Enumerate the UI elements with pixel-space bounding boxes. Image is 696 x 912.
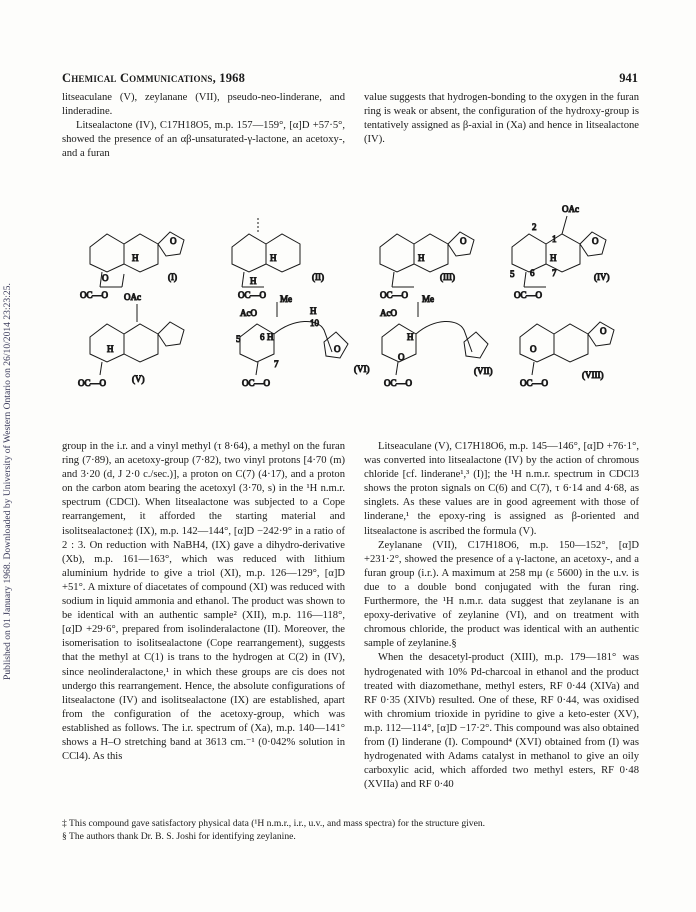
atom-me: Me: [422, 294, 434, 304]
atom-h: H: [418, 253, 425, 263]
paragraph: Litseaculane (V), C17H18O6, m.p. 145—146°, [α]D +76·1°, was converted into litsealactone (IV) by the action of chromous chloride [cf. linderane¹,³ (I)]; the ¹H n.m.r. spectrum in CDCl3 shows the proton signals on C(6) and C(7), τ 6·14 and 4·68, as singlets. As these values are in good agreement with those of linderane,¹ the epoxy-ring is assigned as β-oriented and litsealactone is ascribed the formula (V).: [364, 441, 639, 537]
atom-oac: OAc: [124, 292, 141, 302]
structure-diagram: [62, 192, 642, 392]
structure-label-vi: (VI): [354, 364, 370, 374]
atom-number: 7: [274, 359, 279, 369]
atom-o: O: [600, 326, 607, 336]
paragraph: When the desacetyl-product (XIII), m.p. 179—181° was hydrogenated with 10% Pd-charcoal in ethanol and the product treated with diazomethane, methyl esters, RF 0·44 (XIVa) and RF 0·35 (XIVb) resulted. One of these, RF 0·44, was oxidised with chromium trioxide in pyridine to give a keto-ester (XV), m.p. 112—114°, [α]D −17·2°. This compound was also obtained from (I) linderane (I). Compound⁴ (XVI) obtained from (I) was hydrogenated with Adams catalyst in methanol to give an oily carboxylic acid, which afforded two methyl esters, RF 0·48 (XVIIa) and RF 0·40: [364, 652, 639, 791]
atom-lactone: OC—O: [78, 378, 107, 388]
atom-lactone: OC—O: [242, 378, 271, 388]
atom-o: O: [170, 236, 177, 246]
atom-number: 2: [532, 222, 537, 232]
atom-h: H: [310, 306, 317, 316]
structure-iii: [380, 232, 474, 300]
structure-iv: [510, 204, 610, 300]
atom-aco: AcO: [380, 308, 397, 318]
atom-h: H: [250, 276, 257, 286]
atom-aco: AcO: [240, 308, 257, 318]
atom-lactone: OC—O: [384, 378, 413, 388]
footnotes: [62, 818, 642, 843]
structure-v: [78, 292, 184, 388]
top-right-column: [364, 91, 639, 147]
structure-ii: [232, 216, 324, 300]
structure-label-iii: (III): [440, 272, 455, 282]
atom-number: 5: [510, 269, 515, 279]
atom-lactone: OC—O: [380, 290, 409, 300]
atom-h: H: [267, 332, 274, 342]
paragraph: Zeylanane (VII), C17H18O6, m.p. 150—152°, [α]D +231·2°, showed the presence of a γ-lactone, an acetoxy-, and a furan group (i.r.). A maximum at 258 mμ (ε 5600) in the u.v. is due to a double bond conjugated with the furan ring. Furthermore, the ¹H n.m.r. data suggest that zeylanane is an epoxy-derivative of zeylanine (VI), and on treatment with chromous chloride, the product was identical with an authentic sample of zeylanine.§: [364, 539, 639, 650]
structure-vi: [236, 294, 370, 388]
structure-label-i: (I): [168, 272, 177, 282]
footnote: § The authors thank Dr. B. S. Joshi for identifying zeylanine.: [62, 830, 296, 842]
page-header: [62, 71, 638, 86]
atom-number: 6: [530, 268, 535, 278]
atom-o: O: [398, 352, 405, 362]
page-number: 941: [619, 71, 638, 85]
publication-stamp-text: Published on 01 January 1968. Downloaded by University of Western Ontario on 26/10/2014 23:23:25.: [2, 283, 13, 680]
atom-number: 10: [310, 318, 319, 328]
publication-stamp: [2, 120, 16, 680]
atom-h: H: [407, 332, 414, 342]
atom-h: H: [270, 253, 277, 263]
atom-lactone: OC—O: [238, 290, 267, 300]
structure-figure: [62, 192, 642, 392]
footnote: ‡ This compound gave satisfactory physical data (¹H n.m.r., i.r., u.v., and mass spectra) for the structure given.: [62, 818, 486, 829]
atom-h: H: [550, 253, 557, 263]
paragraph: value suggests that hydrogen-bonding to the oxygen in the furan ring is weak or absent, the configuration of the hydroxy-group is tentatively assigned as β-axial in (Xa) and hence in litsealactone (IV).: [364, 92, 639, 146]
bottom-right-column: [364, 440, 639, 792]
bottom-left-column: [62, 440, 345, 764]
atom-number: 7: [552, 268, 557, 278]
paragraph: Litsealactone (IV), C17H18O5, m.p. 157—159°, [α]D +57·5°, showed the presence of an αβ-unsaturated-γ-lactone, an acetoxy-, and a furan: [62, 120, 345, 160]
structure-label-v: (V): [132, 374, 145, 384]
structure-label-iv: (IV): [594, 272, 610, 282]
journal-title: Chemical Communications, 1968: [62, 71, 246, 85]
top-left-column: [62, 91, 345, 161]
atom-number: 6: [260, 332, 265, 342]
paragraph: group in the i.r. and a vinyl methyl (τ 8·64), a methyl on the furan ring (7·89), an acetoxy-group (7·82), two vinyl protons [4·70 (m) and 3·20 (d, J 2·0 c./sec.)], a proton on C(7) (4·17), and a proton on the carbon atom bearing the acetoxyl (3·70, s) in the ¹H n.m.r. spectrum (CDCl). When litsealactone was subjected to a Cope rearrangement, it afforded the starting material and isolitsealactone‡ (IX), m.p. 142—144°, [α]D −242·9° in a ratio of 2 : 3. On reduction with NaBH4, (IX) gave a dihydro-derivative (Xb), m.p. 161—163°, which was reduced with lithium aluminium hydride to give a triol (XI), m.p. 126—129°, [α]D +51°. A mixture of diacetates of compound (XI) was reduced with sodium in liquid ammonia and ethanol. The product was shown to be identical with an authentic sample² (XII), m.p. 116—118°, [α]D +29·6°, prepared from isolinderalactone (II). Moreover, the isomerisation to isolitsealactone (Cope rearrangement), suggests that the methyl at C(1) is trans to the hydrogen at C(2) in (IV), since neolinderalactone,¹ in which these groups are cis does not undergo this rearrangement. Hence, the absolute configurations of litsealactone (IV) and isolitsealactone (IX) are established, apart from the configuration of the acetoxy-group, which was established as follows. The i.r. spectrum of (Xa), m.p. 140—141° shows a H–O stretching band at 3613 cm.⁻¹ (0·042% solution in CCl4). As this: [62, 441, 345, 763]
atom-o: O: [592, 236, 599, 246]
atom-number: 1: [552, 234, 557, 244]
structure-i: [80, 232, 184, 300]
structure-vii: [380, 294, 493, 388]
atom-o: O: [460, 236, 467, 246]
atom-o: O: [102, 273, 109, 283]
paragraph: litseaculane (V), zeylanane (VII), pseudo-neo-linderane, and linderadine.: [62, 92, 345, 118]
atom-lactone: OC—O: [520, 378, 549, 388]
atom-lactone: OC—O: [514, 290, 543, 300]
atom-o: O: [530, 344, 537, 354]
atom-oac: OAc: [562, 204, 579, 214]
atom-lactone: OC—O: [80, 290, 109, 300]
atom-o: O: [334, 344, 341, 354]
structure-label-ii: (II): [312, 272, 324, 282]
atom-me: Me: [280, 294, 292, 304]
structure-label-vii: (VII): [474, 366, 493, 376]
atom-h: H: [107, 344, 114, 354]
atom-number: 5: [236, 334, 241, 344]
atom-h: H: [132, 253, 139, 263]
structure-label-viii: (VIII): [582, 370, 604, 380]
structure-viii: [520, 322, 614, 388]
